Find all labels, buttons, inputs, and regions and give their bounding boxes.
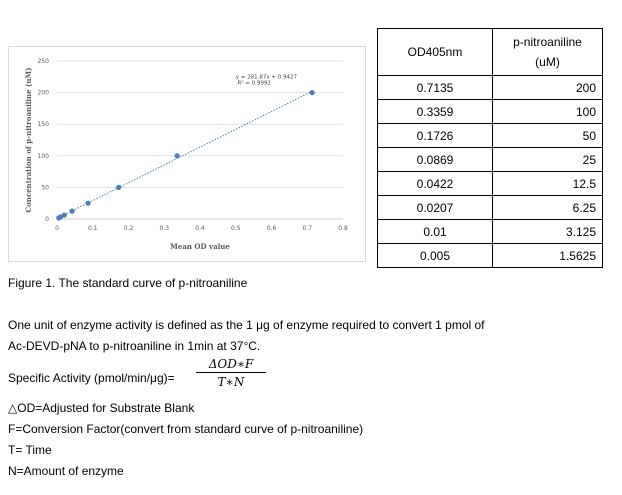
- table-cell-concentration: 50: [493, 124, 603, 148]
- x-tick-label: 0.1: [87, 225, 98, 232]
- y-tick-label: 50: [41, 184, 49, 192]
- x-tick-label: 0.7: [302, 225, 313, 232]
- definition-line-1: One unit of enzyme activity is defined as the 1 μg of enzyme required to convert 1 pmol of: [8, 318, 485, 332]
- table-row: [378, 172, 603, 196]
- table-row: [378, 148, 603, 172]
- table-header-row: [378, 29, 603, 76]
- x-axis-title: Mean OD value: [170, 242, 230, 251]
- data-point: [116, 185, 121, 190]
- table-cell-concentration: 1.5625: [493, 244, 603, 268]
- y-tick-label: 0: [45, 216, 49, 223]
- variable-n: N=Amount of enzyme: [8, 464, 124, 478]
- table-header-pna: [493, 29, 603, 76]
- table-row: [378, 196, 603, 220]
- x-tick-label: 0.8: [338, 225, 348, 232]
- x-tick-label: 0.4: [195, 225, 205, 232]
- table-cell-concentration: 12.5: [493, 172, 603, 196]
- x-tick-label: 0.3: [159, 225, 170, 232]
- table-cell-concentration: 3.125: [493, 220, 603, 244]
- table-row: [378, 76, 603, 100]
- r-squared-label: R² = 0.9992: [237, 80, 271, 87]
- y-tick-label: 250: [37, 58, 49, 65]
- data-point: [309, 90, 314, 95]
- y-tick-label: 100: [37, 152, 49, 160]
- x-tick-label: 0.6: [266, 225, 277, 232]
- figure-caption: Figure 1. The standard curve of p-nitroaniline: [8, 276, 248, 290]
- x-tick-label: 0.2: [123, 225, 134, 232]
- table-cell-od: 0.0869: [378, 148, 493, 172]
- variable-f: F=Conversion Factor(convert from standard curve of p-nitroaniline): [8, 422, 364, 436]
- table-cell-od: 0.1726: [378, 124, 493, 148]
- standard-curve-table: [377, 28, 603, 268]
- table-cell-concentration: 100: [493, 100, 603, 124]
- chart-svg: [9, 47, 365, 261]
- definition-line-2: Ac-DEVD-pNA to p-nitroaniline in 1min at 37°C.: [8, 339, 261, 353]
- formula-numerator: ΔOD∗F: [196, 357, 266, 373]
- trendline: [59, 91, 312, 217]
- table-cell-od: 0.005: [378, 244, 493, 268]
- y-tick-label: 150: [37, 121, 49, 129]
- formula-label: Specific Activity (pmol/min/μg)=: [8, 371, 175, 385]
- table-cell-od: 0.01: [378, 220, 493, 244]
- data-point: [69, 209, 74, 214]
- variable-t: T= Time: [8, 443, 52, 457]
- table-row: [378, 220, 603, 244]
- table-cell-od: 0.0207: [378, 196, 493, 220]
- formula-fraction: [196, 357, 266, 389]
- table-cell-od: 0.3359: [378, 100, 493, 124]
- y-tick-label: 200: [37, 89, 49, 97]
- table-header-od: [378, 29, 493, 76]
- table-cell-od: 0.0422: [378, 172, 493, 196]
- table-cell-concentration: 200: [493, 76, 603, 100]
- trendline-equation: y = 281.87x + 0.9427: [235, 74, 297, 81]
- table-row: [378, 244, 603, 268]
- table-header-pna-text: p-nitroaniline (uM): [513, 35, 582, 69]
- data-point: [62, 212, 67, 217]
- table-row: [378, 100, 603, 124]
- y-axis-title: Concentration of p-nitroaniline (uM): [24, 67, 33, 213]
- table-header-od-text: OD405nm: [407, 45, 463, 59]
- formula-denominator: T∗N: [217, 375, 245, 389]
- table-cell-concentration: 25: [493, 148, 603, 172]
- table-cell-od: 0.7135: [378, 76, 493, 100]
- data-point: [85, 201, 90, 206]
- standard-curve-chart: [8, 46, 366, 262]
- table-cell-concentration: 6.25: [493, 196, 603, 220]
- table-row: [378, 124, 603, 148]
- variable-delta-od: △OD=Adjusted for Substrate Blank: [8, 401, 195, 415]
- data-point: [174, 153, 179, 158]
- x-tick-label: 0.5: [230, 225, 241, 232]
- x-tick-label: 0: [55, 225, 59, 232]
